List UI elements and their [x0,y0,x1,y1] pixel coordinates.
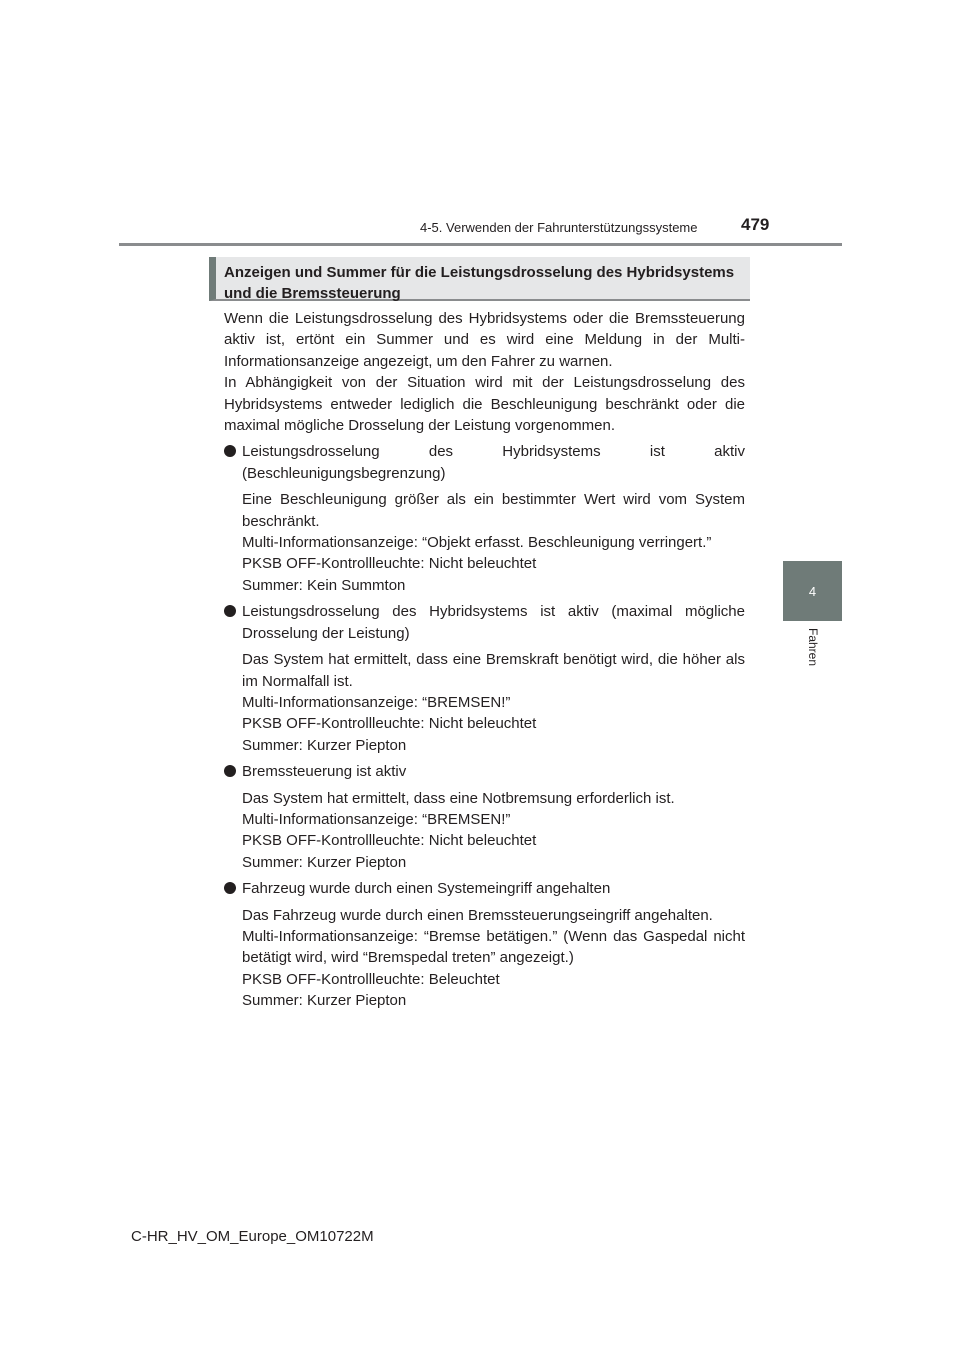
page-number: 479 [741,215,770,234]
footer-document-code: C-HR_HV_OM_Europe_OM10722M [131,1228,374,1245]
detail-line: Das System hat ermittelt, dass eine Bremskraft benötigt wird, die höher als im Normalfall ist. [242,651,745,690]
bullet-icon [224,765,236,777]
section-title-box: Anzeigen und Summer für die Leistungsdrosselung des Hybridsystems und die Bremssteuerung [209,257,750,301]
bullet-title: Bremssteuerung ist aktiv [242,763,407,781]
bullet-details [224,649,745,756]
bullet-details [224,489,745,596]
detail-line: PKSB OFF-Kontrollleuchte: Nicht beleuchtet [242,555,537,573]
bullet-icon [224,882,236,894]
detail-line: Multi-Informationsanzeige: “BREMSEN!” [242,693,511,711]
detail-line: Das System hat ermittelt, dass eine Notbremsung erforderlich ist. [242,789,675,807]
bullet-details [224,788,745,874]
detail-line: Summer: Kurzer Piepton [242,992,407,1010]
bullet-item [224,441,745,484]
chapter-label: Fahren [806,628,820,667]
bullet-title: Leistungsdrosselung des Hybridsystems ist aktiv (maximal mögliche Drosselung der Leistung) [242,603,745,642]
detail-line: Multi-Informationsanzeige: “Bremse betätigen.” (Wenn das Gaspedal nicht betätigt wird, wird “Bremspedal treten” angezeigt.) [242,927,745,967]
detail-line: PKSB OFF-Kontrollleuchte: Nicht beleuchtet [242,832,537,850]
bullet-item [224,878,745,899]
detail-line: Summer: Kurzer Piepton [242,736,407,754]
bullet-details [224,905,745,1012]
detail-line: Das Fahrzeug wurde durch einen Bremssteuerungseingriff angehalten. [242,906,713,924]
detail-line: Summer: Kein Summton [242,576,406,594]
detail-line: Multi-Informationsanzeige: “BREMSEN!” [242,810,511,828]
header-section-title: 4-5. Verwenden der Fahrunterstützungssysteme [420,220,698,235]
chapter-tab [783,561,842,621]
detail-line: Summer: Kurzer Piepton [242,853,407,871]
detail-line: PKSB OFF-Kontrollleuchte: Nicht beleuchtet [242,715,537,733]
chapter-number: 4 [808,583,817,599]
bullet-icon [224,445,236,457]
bullet-icon [224,605,236,617]
detail-line: Multi-Informationsanzeige: “Objekt erfasst. Beschleunigung verringert.” [242,534,712,552]
bullet-title: Fahrzeug wurde durch einen Systemeingriff angehalten [242,880,611,898]
bullet-item [224,601,745,644]
bullet-item [224,761,745,782]
bullet-title: Leistungsdrosselung des Hybridsystems ist aktiv (Beschleunigungsbegrenzung) [242,443,745,482]
content [224,308,745,1012]
header-rule [119,243,842,246]
detail-line: Eine Beschleunigung größer als ein bestimmter Wert wird vom System beschränkt. [242,491,745,530]
detail-line: PKSB OFF-Kontrollleuchte: Beleuchtet [242,970,500,988]
intro-paragraph: Wenn die Leistungsdrosselung des Hybridsystems oder die Bremssteuerung aktiv ist, ertönt ein Summer und es wird eine Meldung in der Multi-Informationsanzeige angezeigt, um den Fahrer zu warnen. [224,310,745,370]
intro-paragraph: In Abhängigkeit von der Situation wird mit der Leistungsdrosselung des Hybridsystems entweder lediglich die Beschleunigung beschränkt oder die maximal mögliche Drosselung der Leistung vorgenommen. [224,374,745,435]
